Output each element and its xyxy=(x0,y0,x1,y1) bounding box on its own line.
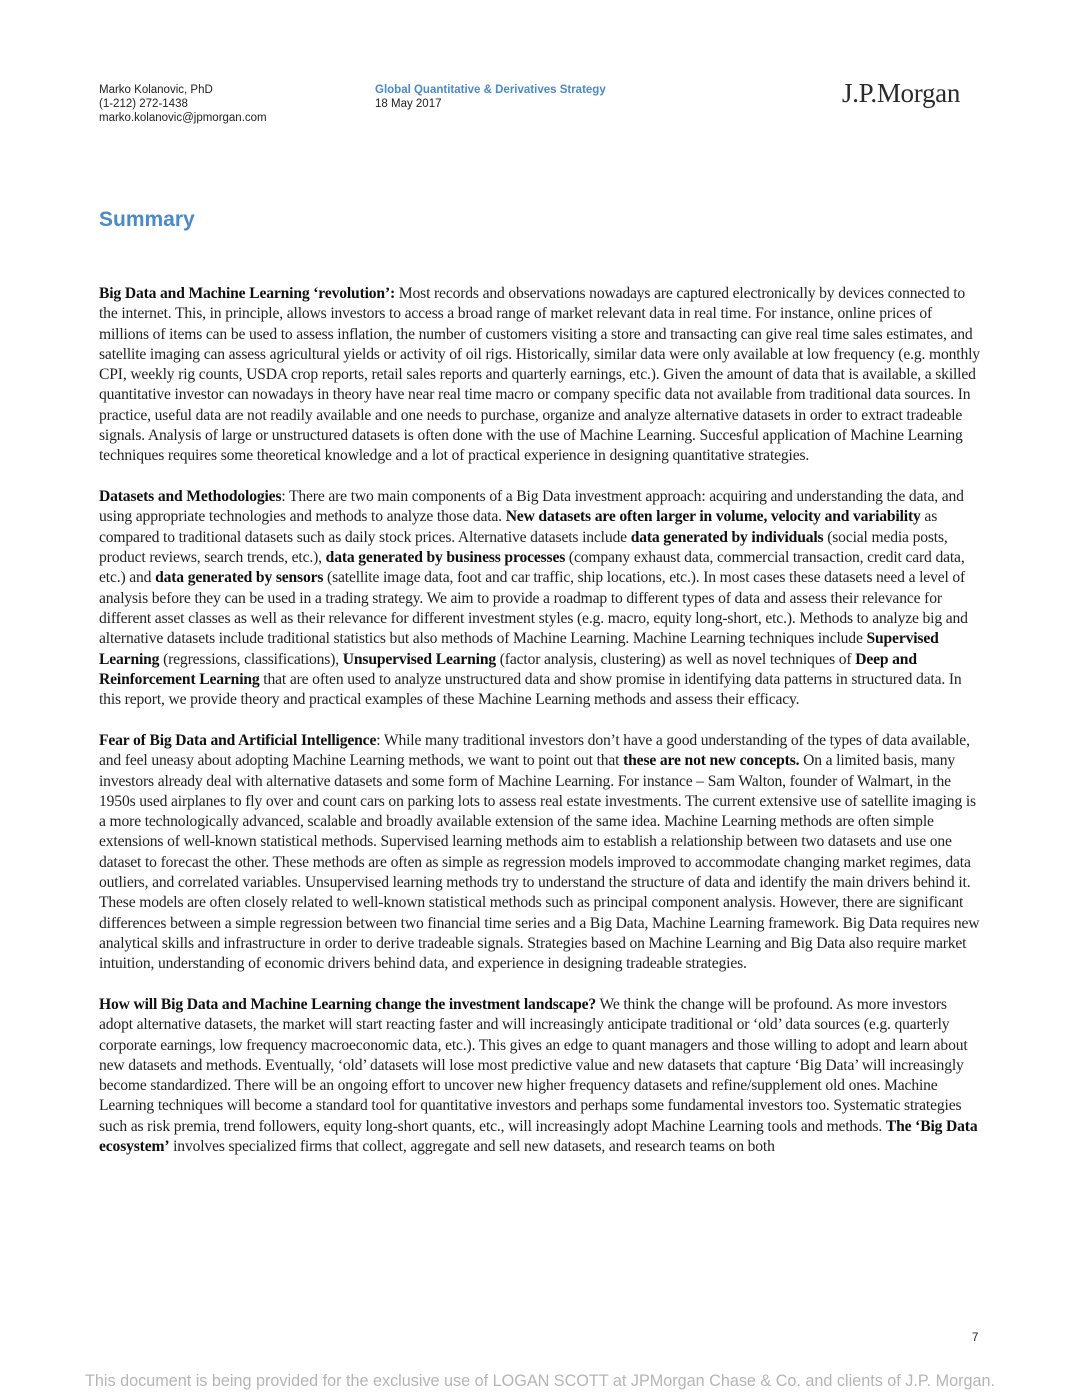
report-date: 18 May 2017 xyxy=(375,98,442,110)
text-run: (company exhaust data, commercial transaction, credit card data, etc.) and xyxy=(99,549,965,587)
text-run: Most records and observations nowadays are captured electronically by devices connected to the internet. This, in principle, allows investors to access a broad range of market relevant data in real time. For instance, online prices of millions of items can be used to assess inflation, the number of customers visiting a store and transacting can give real time sales estimates, and satellite imaging can assess agricultural yields or activity of oil rigs. Historically, similar data were only available at low frequency (e.g. monthly CPI, weekly rig counts, USDA crop reports, retail sales reports and quarterly earnings, etc.). Given the amount of data that is available, a skilled quantitative investor can nowadays in theory have near real time macro or company specific data not available from traditional data sources. In practice, useful data are not readily available and one needs to purchase, organize and analyze alternative datasets in order to extract tradeable signals. Analysis of large or unstructured datasets is often done with the use of Machine Learning. Succesful application of Machine Learning techniques requires some theoretical knowledge and a lot of practical experience in designing quantitative strategies. xyxy=(99,285,980,465)
bold-phrase: Unsupervised Learning xyxy=(342,650,497,668)
author-email: marko.kolanovic@jpmorgan.com xyxy=(99,112,267,124)
text-run: that are often used to analyze unstructured data and show promise in identifying data patterns in structured data. In this report, we provide theory and practical examples of these Machine Learning methods and assess their efficacy. xyxy=(99,670,962,709)
text-run: (regressions, classifications), xyxy=(159,650,343,668)
bold-phrase: Deep and Reinforcement Learning xyxy=(99,650,917,688)
author-name: Marko Kolanovic, PhD xyxy=(99,84,213,96)
paragraph-landscape xyxy=(99,995,983,1157)
bold-phrase: these are not new concepts. xyxy=(623,752,800,770)
bold-phrase: Big Data and Machine Learning ‘revolution’: xyxy=(99,285,396,302)
section-title: Summary xyxy=(99,208,195,231)
usage-footer: This document is being provided for the exclusive use of LOGAN SCOTT at JPMorgan Chase & Co. and clients of J.P. Morgan. xyxy=(85,1372,995,1390)
text-run: On a limited basis, many investors already deal with alternative datasets and some form of Machine Learning. For instance – Sam Walton, founder of Walmart, in the 1950s used airplanes to fly over and count cars on parking lots to assess real estate investments. The current extensive use of satellite imaging is a more technologically advanced, scalable and broadly available extension of the same idea. Machine Learning methods are often simple extensions of well-known statistical methods. Supervised learning methods aim to establish a relationship between two datasets and use one dataset to forecast the other. These methods are often as simple as regression models improved to accommodate changing market regimes, data outliers, and correlated variables. Unsupervised learning methods try to understand the structure of data and identify the main drivers behind it. These models are often closely related to well-known statistical methods such as principal component analysis. However, there are significant differences between a simple regression between two financial time series and a Big Data, Machine Learning framework. Big Data requires new analytical skills and infrastructure in order to derive tradeable signals. Strategies based on Machine Learning and Big Data also require market intuition, understanding of economic drivers behind data, and experience in designing tradeable strategies. xyxy=(99,752,980,973)
summary-body xyxy=(99,284,983,1178)
bold-phrase: data generated by business processes xyxy=(325,549,566,567)
bold-phrase: data generated by sensors xyxy=(155,569,324,587)
paragraph-revolution xyxy=(99,284,983,467)
bold-phrase: Fear of Big Data and Artificial Intelligence xyxy=(99,731,377,749)
bold-phrase: Supervised Learning xyxy=(99,630,939,668)
author-block xyxy=(99,83,267,125)
text-run: : There are two main components of a Big Data investment approach: acquiring and understanding the data, and using appropriate technologies and methods to analyze those data. xyxy=(99,488,964,526)
bold-phrase: Datasets and Methodologies xyxy=(99,488,282,506)
bold-phrase: How will Big Data and Machine Learning change the investment landscape? xyxy=(99,996,597,1013)
text-run: involves specialized firms that collect, aggregate and sell new datasets, and research teams on both xyxy=(169,1138,775,1156)
bold-phrase: data generated by individuals xyxy=(630,528,824,546)
text-run: (social media posts, product reviews, search trends, etc.), xyxy=(99,528,948,567)
text-run: : While many traditional investors don’t have a good understanding of the types of data available, and feel uneasy about adopting Machine Learning methods, we want to point out that xyxy=(99,731,970,770)
text-run: as compared to traditional datasets such as daily stock prices. Alternative datasets include xyxy=(99,508,938,546)
text-run: (factor analysis, clustering) as well as novel techniques of xyxy=(496,650,856,668)
text-run: (satellite image data, foot and car traffic, ship locations, etc.). In most cases these datasets need a level of analysis before they can be used in a trading strategy. We aim to provide a roadmap to different types of data and assess their relevance for different asset classes as well as their relevance for different investment styles (e.g. macro, equity long-short, etc.). Methods to analyze big and alternative datasets include traditional statistics but also methods of Machine Learning. Machine Learning techniques include xyxy=(99,569,968,648)
author-phone: (1-212) 272-1438 xyxy=(99,98,188,110)
page-number: 7 xyxy=(972,1332,979,1344)
text-run: We think the change will be profound. As more investors adopt alternative datasets, the market will start reacting faster and will increasingly anticipate traditional or ‘old’ data sources (e.g. quarterly corporate earnings, low frequency macroeconomic data, etc.). This gives an edge to quant managers and those willing to adopt and learn about new datasets and methods. Eventually, ‘old’ datasets will lose most predictive value and new datasets that capture ‘Big Data’ will increasingly become standardized. There will be an ongoing effort to uncover new higher frequency datasets and refine/supplement old ones. Machine Learning techniques will become a standard tool for quantitative investors and perhaps some fundamental investors too. Systematic strategies such as risk premia, trend followers, equity long-short quants, etc., will increasingly adopt Machine Learning tools and methods. xyxy=(99,996,968,1135)
bold-phrase: New datasets are often larger in volume, velocity and variability xyxy=(505,508,921,526)
department-name: Global Quantitative & Derivatives Strategy xyxy=(375,84,606,96)
report-info xyxy=(375,83,606,111)
paragraph-datasets xyxy=(99,487,983,710)
paragraph-fear xyxy=(99,731,983,975)
jpmorgan-logo: J.P.Morgan xyxy=(842,78,961,108)
bold-phrase: The ‘Big Data ecosystem’ xyxy=(99,1117,978,1156)
